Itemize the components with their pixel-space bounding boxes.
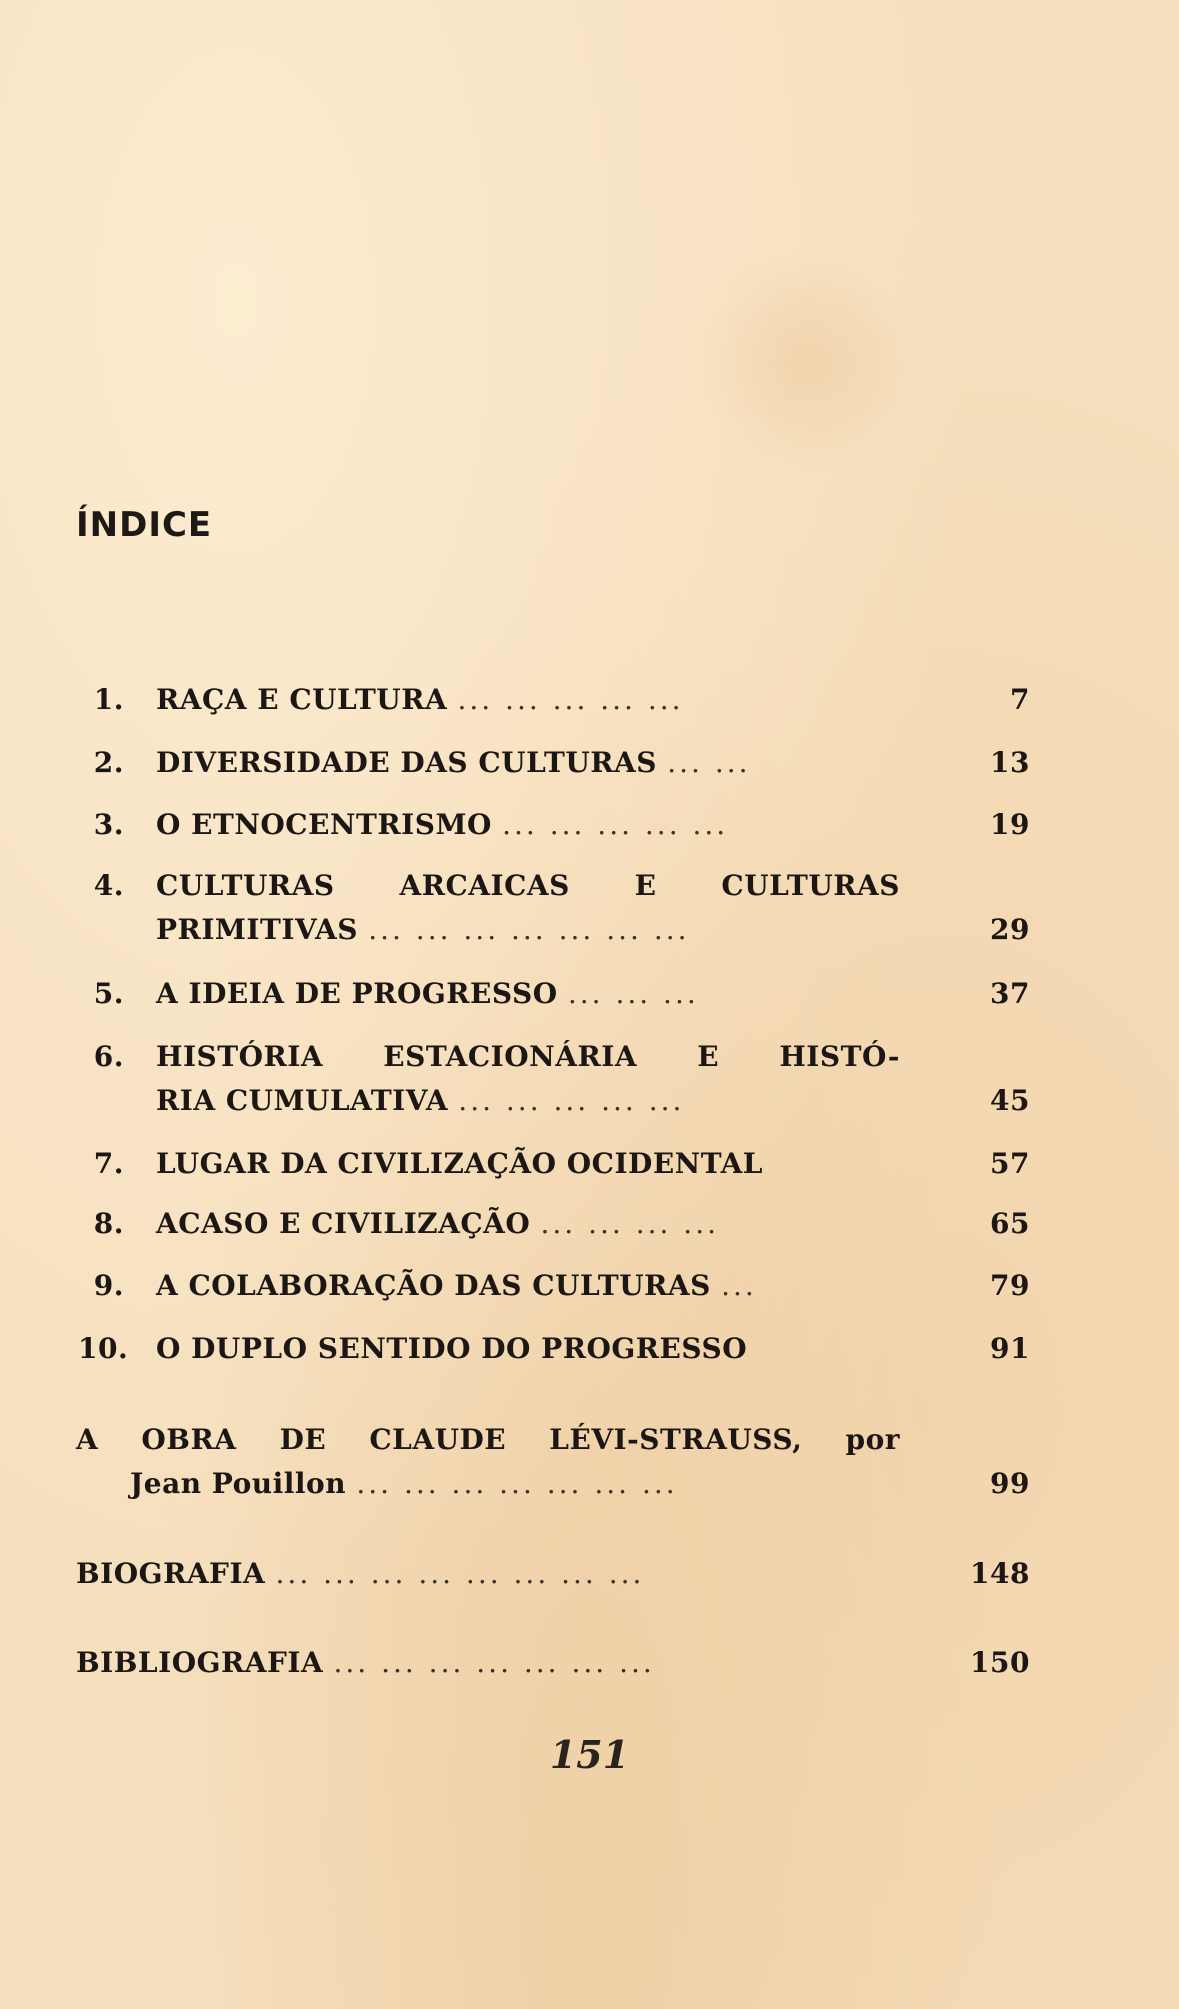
entry-number: 7. <box>93 1147 124 1180</box>
entry-title-line: RIA CUMULATIVA <box>156 1084 449 1117</box>
leader-dots: ... ... ... ... <box>540 1207 720 1240</box>
entry-title-line: BIOGRAFIA <box>76 1557 266 1590</box>
leader-dots: ... ... ... ... ... ... ... <box>356 1467 678 1500</box>
entry-page-number: 57 <box>990 1147 1030 1180</box>
entry-title <box>156 1264 900 1308</box>
entry-number: 5. <box>93 977 124 1010</box>
leader-dots: ... ... ... ... ... <box>457 683 684 716</box>
entry-number: 3. <box>93 808 124 841</box>
entry-title-line: DIVERSIDADE DAS CULTURAS <box>156 746 657 779</box>
entry-page-number: 37 <box>990 977 1030 1010</box>
entry-number: 9. <box>93 1269 124 1302</box>
entry-title-line: A COLABORAÇÃO DAS CULTURAS <box>156 1269 711 1302</box>
entry-title <box>76 1552 900 1596</box>
entry-title-line: RAÇA E CULTURA <box>156 683 448 716</box>
entry-title <box>156 741 900 785</box>
entry-title-line: HISTÓRIA ESTACIONÁRIA E HISTÓ- <box>156 1040 900 1073</box>
entry-page-number: 150 <box>970 1646 1030 1679</box>
entry-page-number: 79 <box>990 1269 1030 1302</box>
entry-title <box>156 1142 900 1186</box>
entry-number: 10. <box>78 1332 129 1365</box>
entry-title <box>156 678 900 722</box>
entry-title-line: O DUPLO SENTIDO DO PROGRESSO <box>156 1332 748 1365</box>
entry-title-line: O ETNOCENTRISMO <box>156 808 492 841</box>
entry-page-number: 13 <box>990 746 1030 779</box>
leader-dots: ... ... ... ... ... ... ... <box>368 913 690 946</box>
leader-dots: ... ... ... ... ... ... ... <box>333 1646 655 1679</box>
leader-dots: ... ... <box>667 746 751 779</box>
entry-number: 8. <box>93 1207 124 1240</box>
entry-title-line: A OBRA DE CLAUDE LÉVI-STRAUSS, por <box>76 1423 900 1456</box>
page-folio-number: 151 <box>549 1732 630 1777</box>
entry-title-line: PRIMITIVAS <box>156 913 358 946</box>
entry-title <box>156 972 900 1016</box>
entry-title <box>156 1327 900 1371</box>
entry-title <box>76 1641 900 1685</box>
entry-page-number: 148 <box>970 1557 1030 1590</box>
entry-title-line: ACASO E CIVILIZAÇÃO <box>156 1207 531 1240</box>
entry-title <box>156 1035 900 1123</box>
entry-page-number: 65 <box>990 1207 1030 1240</box>
entry-title-line: LUGAR DA CIVILIZAÇÃO OCIDENTAL <box>156 1147 763 1180</box>
entry-title-line: A IDEIA DE PROGRESSO <box>156 977 558 1010</box>
entry-page-number: 45 <box>990 1084 1030 1117</box>
leader-dots: ... ... ... ... ... ... ... ... <box>275 1557 645 1590</box>
entry-title-line: BIBLIOGRAFIA <box>76 1646 324 1679</box>
entry-page-number: 99 <box>990 1467 1030 1500</box>
entry-page-number: 7 <box>1010 683 1030 716</box>
leader-dots: ... <box>721 1269 757 1302</box>
entry-page-number: 91 <box>990 1332 1030 1365</box>
entry-number: 4. <box>93 869 124 902</box>
entry-title <box>156 1202 900 1246</box>
entry-title <box>156 864 900 952</box>
entry-title-line: CULTURAS ARCAICAS E CULTURAS <box>156 869 900 902</box>
entry-title <box>156 803 900 847</box>
entry-number: 6. <box>93 1040 124 1073</box>
entry-page-number: 19 <box>990 808 1030 841</box>
leader-dots: ... ... ... <box>567 977 699 1010</box>
entry-title <box>76 1418 900 1506</box>
entry-number: 2. <box>93 746 124 779</box>
leader-dots: ... ... ... ... ... <box>458 1084 685 1117</box>
index-heading: ÍNDICE <box>76 505 213 545</box>
leader-dots: ... ... ... ... ... <box>502 808 729 841</box>
entry-author: Jean Pouillon <box>130 1467 347 1500</box>
entry-page-number: 29 <box>990 913 1030 946</box>
entry-number: 1. <box>93 683 124 716</box>
